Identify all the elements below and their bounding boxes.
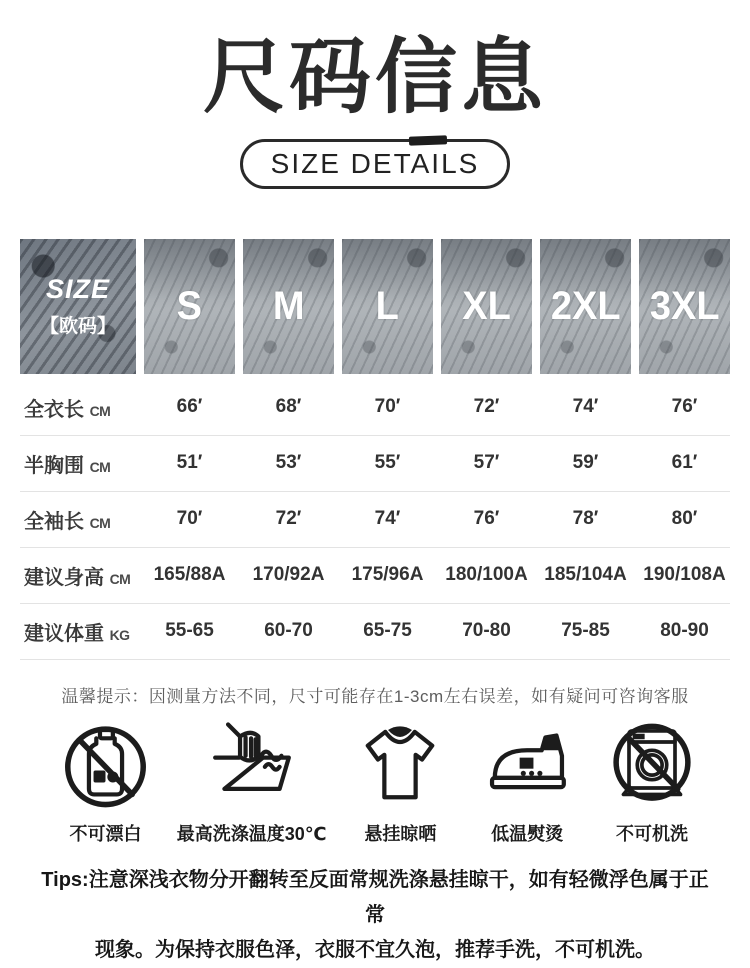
cell-value: 68′ [275, 396, 302, 418]
size-header-cell-3xl: 3XL [639, 239, 730, 374]
page-subtitle: SIZE DETAILS [270, 147, 480, 179]
table-row-garment-length [20, 380, 730, 436]
cell-value: 170/92A [252, 564, 325, 586]
cell-value: 53′ [275, 452, 302, 474]
corner-euro-label: 【欧码】 [39, 316, 116, 338]
size-header-cell-s: S [144, 239, 235, 374]
care-item-hang-dry [350, 719, 450, 846]
cell-value: 75-85 [561, 620, 610, 642]
cell-value: 61′ [671, 452, 698, 474]
no-bleach-icon [58, 719, 153, 811]
cell-value: 72′ [275, 508, 302, 530]
row-label: 建议身高 [24, 566, 104, 589]
cell-value: 78′ [572, 508, 599, 530]
care-item-hand-wash-30 [177, 719, 327, 846]
row-label: 全袖长 [24, 510, 84, 533]
row-label: 全衣长 [24, 398, 84, 421]
cell-value: 59′ [572, 452, 599, 474]
row-unit: CM [89, 514, 111, 531]
cell-value: 185/104A [544, 564, 627, 586]
row-unit: CM [109, 570, 131, 587]
size-table [0, 380, 750, 660]
care-label: 不可漂白 [69, 823, 142, 844]
no-machine-wash-icon [604, 719, 700, 811]
care-instructions-row [0, 719, 750, 846]
cell-value: 74′ [374, 508, 401, 530]
title-section [0, 0, 750, 189]
row-label: 建议体重 [24, 622, 104, 645]
tips-line-2: 现象。为保持衣服色泽，衣服不宜久泡，推荐手洗，不可机洗。 [95, 938, 655, 961]
page-title: 尺码信息 [202, 32, 547, 123]
cell-value: 80-90 [660, 620, 709, 642]
corner-size-label: SIZE [45, 274, 110, 305]
care-label: 不可机洗 [615, 823, 688, 844]
care-item-no-bleach [58, 719, 153, 846]
care-label: 低温熨烫 [491, 823, 564, 844]
cell-value: 165/88A [153, 564, 226, 586]
cell-value: 55′ [374, 452, 401, 474]
size-header-row [20, 239, 730, 374]
row-label: 半胸围 [24, 454, 84, 477]
hand-wash-30-icon [198, 719, 306, 811]
care-label: 最高洗涤温度30℃ [176, 823, 327, 844]
size-header-cell-l: L [342, 239, 433, 374]
row-unit: KG [109, 626, 130, 643]
cell-value: 60-70 [264, 620, 313, 642]
cell-value: 66′ [176, 396, 203, 418]
cell-value: 70-80 [462, 620, 511, 642]
cell-value: 70′ [176, 508, 203, 530]
size-header-cell-xl: XL [441, 239, 532, 374]
cell-value: 57′ [473, 452, 500, 474]
table-row-suggested-weight [20, 604, 730, 660]
cell-value: 80′ [671, 508, 698, 530]
tips-line-1: Tips:注意深浅衣物分开翻转至反面常规洗涤悬挂晾干，如有轻微浮色属于正常 [41, 868, 709, 926]
measurement-notice: 温馨提示：因测量方法不同，尺寸可能存在1-3cm左右误差，如有疑问可咨询客服 [61, 686, 689, 706]
size-header-cell-2xl: 2XL [540, 239, 631, 374]
size-header-corner-cell [20, 239, 136, 374]
row-unit: CM [89, 402, 111, 419]
low-iron-icon [474, 719, 580, 811]
badge-notch-decoration [409, 135, 447, 145]
cell-value: 55-65 [165, 620, 214, 642]
cell-value: 76′ [671, 396, 698, 418]
cell-value: 190/108A [643, 564, 726, 586]
cell-value: 72′ [473, 396, 500, 418]
subtitle-badge [240, 139, 511, 189]
size-header-cell-m: M [243, 239, 334, 374]
cell-value: 180/100A [445, 564, 528, 586]
washing-tips [0, 863, 750, 968]
table-row-suggested-height [20, 548, 730, 604]
cell-value: 51′ [176, 452, 203, 474]
cell-value: 175/96A [351, 564, 424, 586]
cell-value: 76′ [473, 508, 500, 530]
table-row-half-chest [20, 436, 730, 492]
care-item-low-iron [474, 719, 580, 846]
cell-value: 70′ [374, 396, 401, 418]
row-unit: CM [89, 458, 111, 475]
cell-value: 74′ [572, 396, 599, 418]
care-item-no-machine-wash [604, 719, 700, 846]
hang-dry-icon [350, 719, 450, 811]
care-label: 悬挂晾晒 [364, 823, 437, 844]
table-row-sleeve-length [20, 492, 730, 548]
cell-value: 65-75 [363, 620, 412, 642]
